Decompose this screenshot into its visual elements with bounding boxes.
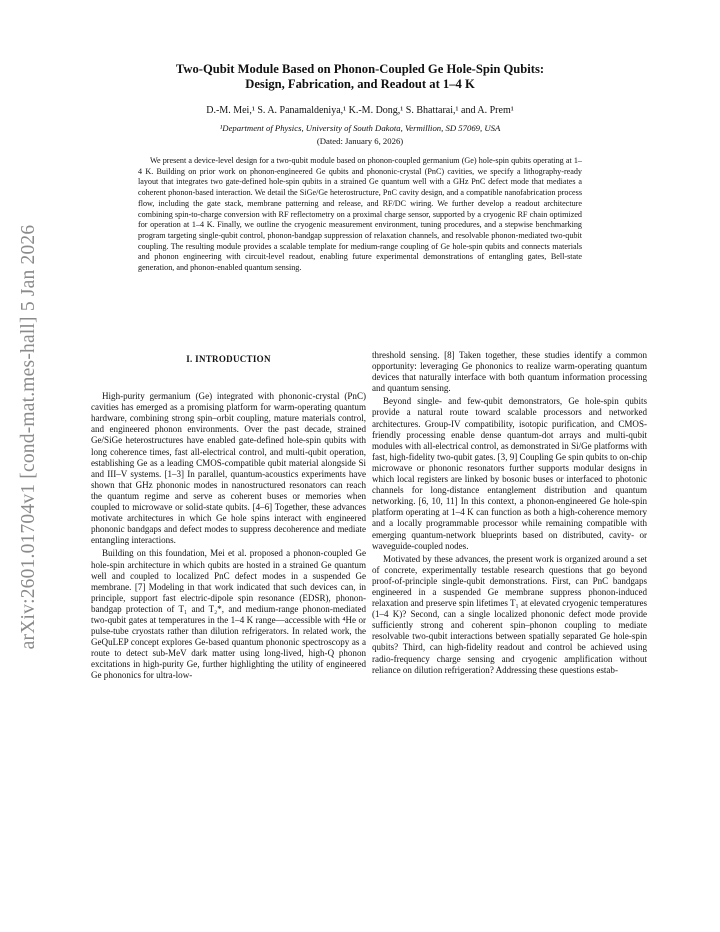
section-heading: I. INTRODUCTION [186,354,271,364]
paragraph: Building on this foundation, Mei et al. proposed a phonon-coupled Ge hole-spin architecture in which qubits are hosted in a strained Ge quantum well and coupled to localized PnC defect modes in a suspended Ge membrane. [7] Modeling in that work indicated that such devices can, in principle, support fast electric-dipole spin resonance (EDSR), phonon-bandgap protection of T₁ and T₂*, and medium-range phonon-mediated two-qubit gates at temperatures in the 1–4 K range—accessible with ⁴He or pulse-tube cryostats rather than dilution refrigerators. In related work, the GeQuLEP concept explores Ge-based quantum phononic spectroscopy as a route to detect sub-MeV dark matter using long-lived, high-Q phonon excitations in high-purity Ge, further highlighting the utility of engineered Ge phononics for ultra-low- [91,548,366,681]
title-line-1: Two-Qubit Module Based on Phonon-Coupled Ge Hole-Spin Qubits: [175,62,545,76]
arxiv-stamp: arXiv:2601.01704v1 [cond-mat.mes-hall] 5 Jan 2026 [18,224,39,650]
paper-title [100,62,620,92]
paragraph: Beyond single- and few-qubit demonstrators, Ge hole-spin qubits provide a natural route toward scalable processors and networked architectures. Group-IV compatibility, isotopic purification, and CMOS-friendly processing enable dense quantum-dot arrays and multi-qubit modules with all-electrical control, as demonstrated in Si/Ge platforms with fast, high-fidelity two-qubit gates. [3, 9] Coupling Ge spin qubits to on-chip microwave or phononic resonators further supports modular designs in which local registers are linked by bosonic buses or interfaced to photonic channels for long-distance entanglement distribution and quantum networking. [6, 10, 11] In this context, a phonon-engineered Ge hole-spin platform operating at 1–4 K can function as both a high-coherence memory and a locally programmable processor while remaining compatible with emerging quantum-network blueprints based on distributed, cavity- or waveguide-coupled nodes. [372,396,647,551]
title-line-2: Design, Fabrication, and Readout at 1–4 K [245,77,475,91]
author-list: D.-M. Mei,¹ S. A. Panamaldeniya,¹ K.-M. Dong,¹ S. Bhattarai,¹ and A. Prem¹ [206,105,514,116]
paragraph: Motivated by these advances, the present work is organized around a set of concrete, experimentally testable research questions that go beyond proof-of-principle single-qubit demonstrations. First, can PnC bandgaps engineered in a suspended Ge membrane suppress phonon-induced relaxation and preserve spin lifetimes T₁ at elevated cryogenic temperatures (1–4 K)? Second, can a single localized phononic defect mode provide sufficiently strong and coherent spin–phonon coupling to mediate resolvable two-qubit interactions between spatially separated Ge hole-spin qubits? Third, can high-fidelity readout and control be achieved using radio-frequency charge sensing and cryogenic amplification without reliance on dilution refrigeration? Addressing these questions estab- [372,553,647,675]
right-column [372,350,647,676]
abstract: We present a device-level design for a two-qubit module based on phonon-coupled germanium (Ge) hole-spin qubits operating at 1–4 K. Building on prior work on phonon-engineered Ge qubits and phononic-crystal (PnC) cavities, we specify a lithography-ready layout that integrates two gate-defined hole-spin qubits in a strained Ge quantum well with a GHz PnC defect mode that mediates a coherent phonon-based interaction. We detail the SiGe/Ge heterostructure, PnC cavity design, and a compatible nanofabrication process flow, including the gate stack, membrane patterning and release, and RF/DC wiring. We further develop a readout architecture combining spin-to-charge conversion with RF reflectometry on a proximal charge sensor, supported by a cryogenic RF chain optimized for operation at 1–4 K. Finally, we outline the cryogenic measurement environment, tuning procedures, and a stepwise benchmarking program targeting single-qubit control, phonon-bandgap suppression of relaxation channels, and resolvable phonon-mediated two-qubit coupling. The resulting module provides a scalable template for medium-range coupling of Ge hole-spin qubits and connects materials and phonon engineering with circuit-level readout, enabling future experimental demonstrations of entangling gates, Bell-state generation, and phonon-enabled quantum sensing. [138,156,582,273]
affiliation: ¹Department of Physics, University of South Dakota, Vermillion, SD 57069, USA [219,123,501,133]
paragraph: High-purity germanium (Ge) integrated with phononic-crystal (PnC) cavities has emerged as a promising platform for warm-operating quantum hardware, combining strong spin–orbit coupling, mature materials control, and engineered phonon environments. Over the past decade, strained Ge/SiGe heterostructures have enabled gate-defined hole-spin qubits with long coherence times, fast all-electrical control, and multi-qubit operation, establishing Ge as a leading CMOS-compatible qubit material alongside Si and III–V systems. [1–3] In parallel, quantum-acoustics experiments have shown that GHz phononic modes in nanostructured resonators can reach the quantum regime and serve as coherent buses or memories when coupled to microwave or solid-state qubits. [4–6] Together, these advances motivate architectures in which Ge hole spins interact with engineered phononic bandgaps and defect modes to suppress decoherence and mediate entangling interactions. [91,391,366,546]
paragraph: threshold sensing. [8] Taken together, these studies identify a common opportunity: leveraging Ge phononics to realize warm-operating quantum devices that naturally interface with both quantum information processing and quantum sensing. [372,350,647,394]
left-column [91,350,366,682]
date-line: (Dated: January 6, 2026) [316,136,404,146]
